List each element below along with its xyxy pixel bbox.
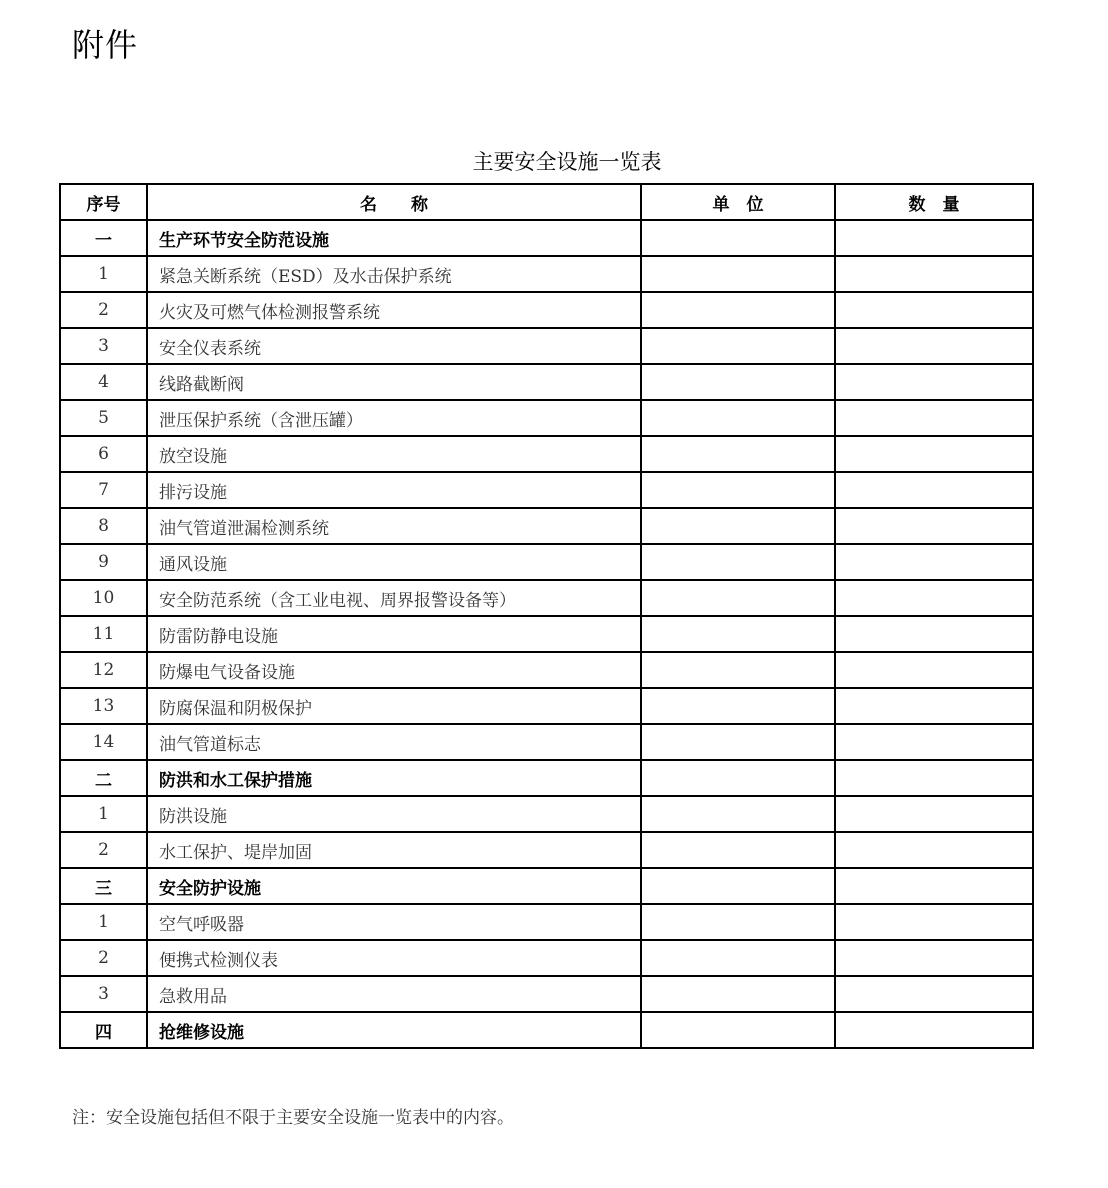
name-cell: 防腐保温和阴极保护 — [147, 688, 641, 724]
unit-cell — [641, 364, 835, 400]
quantity-cell — [835, 1012, 1033, 1048]
serial-no-cell: 8 — [60, 508, 147, 544]
unit-cell — [641, 1012, 835, 1048]
quantity-cell — [835, 544, 1033, 580]
unit-cell — [641, 976, 835, 1012]
safety-facilities-table — [59, 183, 1034, 1049]
table-row — [60, 940, 1033, 976]
name-cell: 安全仪表系统 — [147, 328, 641, 364]
table-row — [60, 364, 1033, 400]
name-cell: 排污设施 — [147, 472, 641, 508]
unit-cell — [641, 580, 835, 616]
serial-no-cell: 二 — [60, 760, 147, 796]
quantity-cell — [835, 976, 1033, 1012]
unit-cell — [641, 760, 835, 796]
quantity-cell — [835, 904, 1033, 940]
table-row — [60, 328, 1033, 364]
quantity-cell — [835, 580, 1033, 616]
name-cell: 泄压保护系统（含泄压罐） — [147, 400, 641, 436]
header-name: 名 称 — [147, 184, 641, 220]
table-row — [60, 580, 1033, 616]
table-row — [60, 436, 1033, 472]
name-cell: 油气管道标志 — [147, 724, 641, 760]
table-section-row — [60, 220, 1033, 256]
unit-cell — [641, 256, 835, 292]
serial-no-cell: 1 — [60, 256, 147, 292]
serial-no-cell: 3 — [60, 328, 147, 364]
name-cell: 火灾及可燃气体检测报警系统 — [147, 292, 641, 328]
name-cell: 空气呼吸器 — [147, 904, 641, 940]
serial-no-cell: 1 — [60, 796, 147, 832]
unit-cell — [641, 688, 835, 724]
unit-cell — [641, 940, 835, 976]
quantity-cell — [835, 508, 1033, 544]
table-row — [60, 832, 1033, 868]
name-cell: 紧急关断系统（ESD）及水击保护系统 — [147, 256, 641, 292]
table-row — [60, 544, 1033, 580]
serial-no-cell: 2 — [60, 940, 147, 976]
table-row — [60, 292, 1033, 328]
unit-cell — [641, 904, 835, 940]
table-row — [60, 688, 1033, 724]
unit-cell — [641, 328, 835, 364]
table-row — [60, 652, 1033, 688]
table-row — [60, 616, 1033, 652]
table-row — [60, 508, 1033, 544]
name-cell: 安全防范系统（含工业电视、周界报警设备等） — [147, 580, 641, 616]
serial-no-cell: 11 — [60, 616, 147, 652]
quantity-cell — [835, 436, 1033, 472]
table-row — [60, 976, 1033, 1012]
serial-no-cell: 一 — [60, 220, 147, 256]
quantity-cell — [835, 724, 1033, 760]
serial-no-cell: 三 — [60, 868, 147, 904]
serial-no-cell: 2 — [60, 292, 147, 328]
table-row — [60, 796, 1033, 832]
unit-cell — [641, 832, 835, 868]
unit-cell — [641, 544, 835, 580]
name-cell: 便携式检测仪表 — [147, 940, 641, 976]
serial-no-cell: 14 — [60, 724, 147, 760]
serial-no-cell: 3 — [60, 976, 147, 1012]
unit-cell — [641, 508, 835, 544]
name-cell: 油气管道泄漏检测系统 — [147, 508, 641, 544]
serial-no-cell: 1 — [60, 904, 147, 940]
unit-cell — [641, 436, 835, 472]
quantity-cell — [835, 796, 1033, 832]
quantity-cell — [835, 472, 1033, 508]
quantity-cell — [835, 652, 1033, 688]
name-cell: 防雷防静电设施 — [147, 616, 641, 652]
serial-no-cell: 6 — [60, 436, 147, 472]
quantity-cell — [835, 400, 1033, 436]
footnote: 注：安全设施包括但不限于主要安全设施一览表中的内容。 — [72, 1108, 514, 1128]
serial-no-cell: 2 — [60, 832, 147, 868]
table-title: 主要安全设施一览表 — [472, 150, 662, 174]
name-cell: 急救用品 — [147, 976, 641, 1012]
name-cell: 水工保护、堤岸加固 — [147, 832, 641, 868]
unit-cell — [641, 868, 835, 904]
quantity-cell — [835, 760, 1033, 796]
quantity-cell — [835, 364, 1033, 400]
table-row — [60, 904, 1033, 940]
quantity-cell — [835, 292, 1033, 328]
unit-cell — [641, 472, 835, 508]
table-row — [60, 472, 1033, 508]
unit-cell — [641, 652, 835, 688]
unit-cell — [641, 220, 835, 256]
table-section-row — [60, 760, 1033, 796]
name-cell: 防爆电气设备设施 — [147, 652, 641, 688]
name-cell: 防洪设施 — [147, 796, 641, 832]
unit-cell — [641, 400, 835, 436]
unit-cell — [641, 616, 835, 652]
name-cell: 线路截断阀 — [147, 364, 641, 400]
unit-cell — [641, 796, 835, 832]
serial-no-cell: 5 — [60, 400, 147, 436]
name-cell: 通风设施 — [147, 544, 641, 580]
header-unit: 单 位 — [641, 184, 835, 220]
name-cell: 安全防护设施 — [147, 868, 641, 904]
quantity-cell — [835, 328, 1033, 364]
serial-no-cell: 10 — [60, 580, 147, 616]
quantity-cell — [835, 940, 1033, 976]
serial-no-cell: 4 — [60, 364, 147, 400]
table-row — [60, 724, 1033, 760]
serial-no-cell: 13 — [60, 688, 147, 724]
attachment-label: 附件 — [72, 26, 139, 64]
name-cell: 放空设施 — [147, 436, 641, 472]
name-cell: 生产环节安全防范设施 — [147, 220, 641, 256]
table-header-row — [60, 184, 1033, 220]
unit-cell — [641, 724, 835, 760]
table-row — [60, 256, 1033, 292]
quantity-cell — [835, 832, 1033, 868]
quantity-cell — [835, 688, 1033, 724]
quantity-cell — [835, 868, 1033, 904]
header-quantity: 数 量 — [835, 184, 1033, 220]
table-section-row — [60, 868, 1033, 904]
header-serial-no: 序号 — [60, 184, 147, 220]
quantity-cell — [835, 256, 1033, 292]
quantity-cell — [835, 220, 1033, 256]
name-cell: 防洪和水工保护措施 — [147, 760, 641, 796]
table-section-row — [60, 1012, 1033, 1048]
name-cell: 抢维修设施 — [147, 1012, 641, 1048]
quantity-cell — [835, 616, 1033, 652]
serial-no-cell: 7 — [60, 472, 147, 508]
serial-no-cell: 12 — [60, 652, 147, 688]
serial-no-cell: 9 — [60, 544, 147, 580]
unit-cell — [641, 292, 835, 328]
table-row — [60, 400, 1033, 436]
serial-no-cell: 四 — [60, 1012, 147, 1048]
